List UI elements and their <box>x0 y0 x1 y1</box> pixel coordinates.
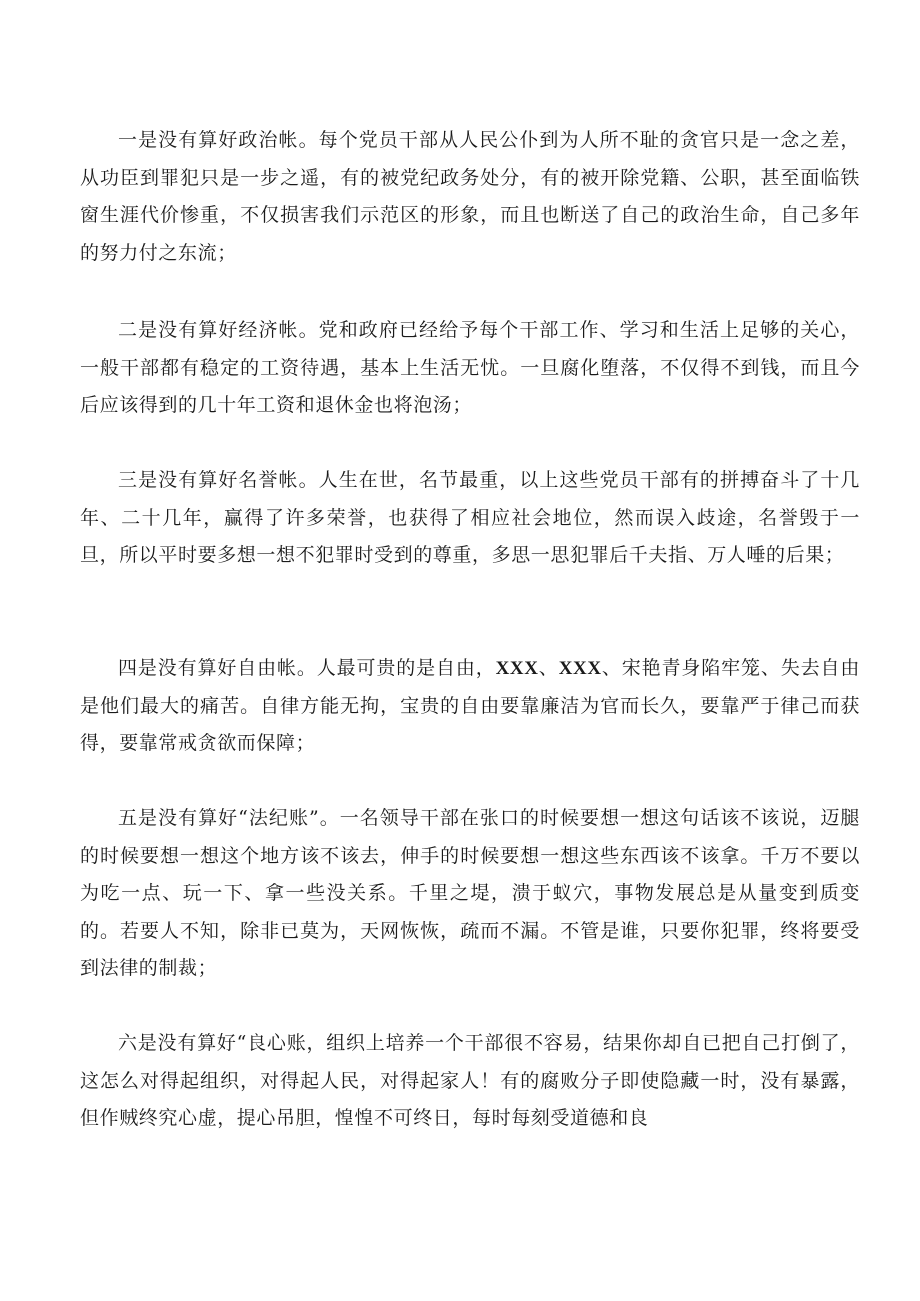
redacted-name-2: XXX <box>558 658 602 679</box>
redacted-name-1: XXX <box>495 658 539 679</box>
paragraph-freedom-account <box>80 650 860 763</box>
paragraph-economic-account: 二是没有算好经济帐。党和政府已经给予每个干部工作、学习和生活上足够的关心，一般干部都有稳定的工资待遇，基本上生活无忧。一旦腐化堕落，不仅得不到钱，而且今后应该得到的几十年工资和退休金也将泡汤； <box>80 319 860 416</box>
freedom-text-after: 、宋艳青身陷牢笼、失去自由是他们最大的痛苦。自律方能无拘，宝贵的自由要靠廉洁为官而长久，要靠严于律己而获得，要靠常戒贪欲而保障； <box>80 657 860 754</box>
paragraph-reputation-account: 三是没有算好名誉帐。人生在世，名节最重，以上这些党员干部有的拼搏奋斗了十几年、二十几年，赢得了许多荣誉，也获得了相应社会地位，然而误入歧途，名誉毁于一旦，所以平时要多想一想不犯罪时受到的尊重，多思一思犯罪后千夫指、万人唾的后果； <box>80 469 860 566</box>
freedom-text-separator: 、 <box>538 657 559 679</box>
paragraph-law-account: 五是没有算好“法纪账”。一名领导干部在张口的时候要想一想这句话该不该说，迈腿的时候要想一想这个地方该不该去，伸手的时候要想一想这些东西该不该拿。千万不要以为吃一点、玩一下、拿一些没关系。千里之堤，溃于蚁穴，事物发展总是从量变到质变的。若要人不知，除非已莫为，天网恢恢，疏而不漏。不管是谁，只要你犯罪，终将要受到法律的制裁； <box>80 807 860 979</box>
paragraph-conscience-account: 六是没有算好“良心账，组织上培养一个干部很不容易，结果你却自已把自己打倒了，这怎么对得起组织，对得起人民，对得起家人！有的腐败分子即使隐藏一时，没有暴露，但作贼终究心虚，提心吊胆，惶惶不可终日，每时每刻受道德和良 <box>80 1032 860 1129</box>
freedom-text-before: 四是没有算好自由帐。人最可贵的是自由， <box>118 657 496 679</box>
paragraph-political-account: 一是没有算好政治帐。每个党员干部从人民公仆到为人所不耻的贪官只是一念之差，从功臣到罪犯只是一步之遥，有的被党纪政务处分，有的被开除党籍、公职，甚至面临铁窗生涯代价惨重，不仅损害我们示范区的形象，而且也断送了自己的政治生命，自己多年的努力付之东流； <box>80 129 860 264</box>
